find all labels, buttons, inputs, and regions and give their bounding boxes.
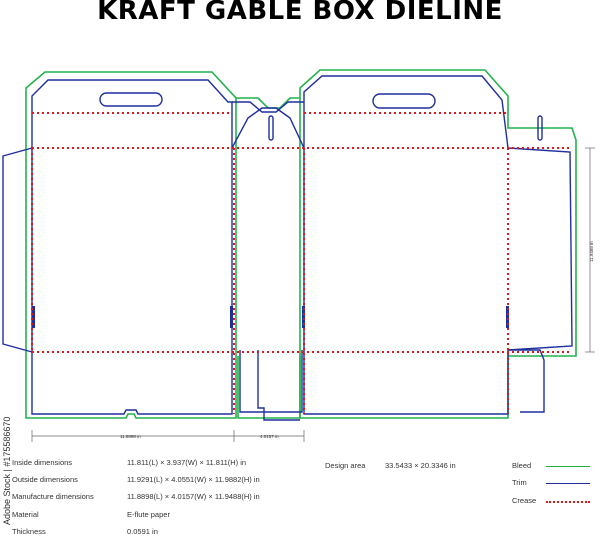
side-slots bbox=[32, 306, 509, 328]
trim-right-panel bbox=[304, 76, 572, 414]
spec-label: Material bbox=[12, 510, 39, 519]
left-handle bbox=[100, 93, 162, 106]
slot-mid-left bbox=[230, 306, 233, 328]
legend-crease-label: Crease bbox=[512, 496, 537, 505]
dimension-lines bbox=[32, 148, 595, 442]
bleed-outline bbox=[26, 70, 576, 418]
trim-right-bottom-2 bbox=[508, 350, 544, 412]
trim-gusset-top bbox=[232, 108, 304, 148]
design-area-value: 33.5433 × 20.3346 in bbox=[385, 461, 456, 470]
bleed-panel-left bbox=[26, 72, 236, 418]
legend-trim-swatch bbox=[546, 483, 590, 484]
side-watermark: Adobe Stock | #175586670 bbox=[2, 416, 12, 525]
dim-label-right: 11.9488 in bbox=[589, 241, 594, 262]
trim-left-panel bbox=[32, 80, 232, 414]
legend-bleed-swatch bbox=[546, 466, 590, 467]
spec-label: Outside dimensions bbox=[12, 475, 78, 484]
page-title: KRAFT GABLE BOX DIELINE bbox=[97, 0, 503, 26]
right-handle bbox=[373, 94, 435, 108]
dim-label-bottom-left: 11.8898 in bbox=[120, 434, 141, 439]
spec-label: Inside dimensions bbox=[12, 458, 73, 467]
trim-left-glueflap bbox=[3, 148, 32, 352]
trim-outline bbox=[3, 76, 572, 420]
spec-value: 11.811(L) × 3.937(W) × 11.811(H) in bbox=[127, 458, 247, 467]
bleed-gusset bbox=[236, 98, 300, 108]
trim-right-bottom bbox=[258, 350, 300, 420]
spec-value: E-flute paper bbox=[127, 510, 170, 519]
spec-value: 11.8898(L) × 4.0157(W) × 11.9488(H) in bbox=[127, 492, 260, 501]
dim-label-bottom-right: 4.0157 in bbox=[260, 434, 279, 439]
spec-value: 0.0591 in bbox=[127, 527, 158, 536]
spec-label: Thickness bbox=[12, 527, 46, 536]
legend-bleed-label: Bleed bbox=[512, 461, 532, 470]
bleed-bottom-flap bbox=[238, 356, 300, 418]
spec-label: Manufacture dimensions bbox=[12, 492, 94, 501]
legend-trim-label: Trim bbox=[512, 478, 527, 487]
bleed-panel-right bbox=[300, 70, 576, 418]
left-gusset-slot bbox=[269, 116, 273, 140]
handle-cutouts bbox=[100, 93, 542, 140]
trim-bottom-box bbox=[240, 350, 302, 412]
legend-crease-swatch bbox=[546, 501, 590, 503]
design-area-label: Design area bbox=[325, 461, 366, 470]
spec-value: 11.9291(L) × 4.0551(W) × 11.9882(H) in bbox=[127, 475, 260, 484]
